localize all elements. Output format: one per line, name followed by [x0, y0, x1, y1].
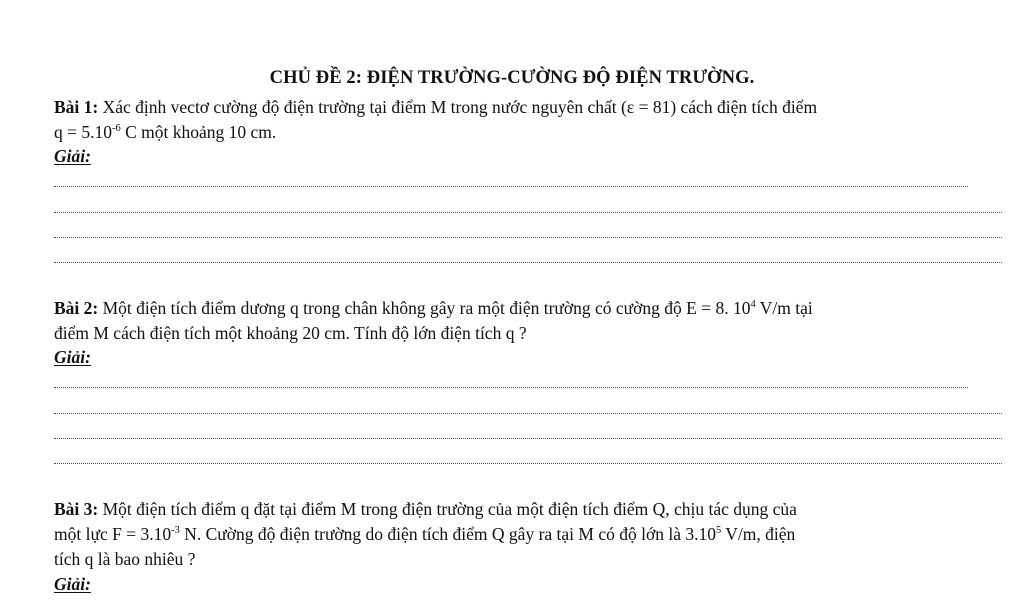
answer-line[interactable] — [54, 413, 1002, 414]
exercise-1-charge: q = 5.10 — [54, 122, 112, 142]
exercise-2-unit: V/m tại — [755, 298, 813, 318]
answer-line[interactable] — [54, 212, 1002, 213]
exercise-1-distance: C một khoảng 10 cm. — [120, 122, 277, 142]
answer-line[interactable] — [54, 438, 1002, 439]
exercise-3-unit: V/m, điện — [721, 524, 796, 544]
exercise-3-force-exponent: -3 — [171, 525, 180, 536]
exercise-2-line-2: điểm M cách điện tích một khoảng 20 cm. Tính độ lớn điện tích q ? — [54, 323, 527, 343]
exercise-3-force: một lực F = 3.10 — [54, 524, 172, 544]
answer-line[interactable] — [54, 262, 1002, 263]
exercise-2-text: Một điện tích điểm dương q trong chân không gây ra một điện trường có cường độ E = 8. 10 — [98, 298, 751, 318]
exercise-3-solution-label: Giải: — [54, 574, 91, 594]
exercise-2-exponent: 4 — [750, 299, 756, 310]
answer-line[interactable] — [54, 237, 1002, 238]
exercise-3-text: Một điện tích điểm q đặt tại điểm M trong điện trường của một điện tích điểm Q, chịu tác dụng của — [98, 499, 797, 519]
exercise-3-line-2 — [54, 523, 795, 545]
exercise-1-solution-label: Giải: — [54, 146, 91, 166]
exercise-3-field-exponent: 5 — [716, 525, 722, 536]
exercise-3-line-1 — [54, 498, 797, 520]
exercise-3-label: Bài 3: — [54, 499, 99, 519]
exercise-1-text: Xác định vectơ cường độ điện trường tại điểm M trong nước nguyên chất (ε = 81) cách điện tích điểm — [98, 97, 818, 117]
answer-line[interactable] — [54, 387, 968, 388]
answer-line[interactable] — [54, 186, 968, 187]
exercise-2-solution-label: Giải: — [54, 347, 91, 367]
exercise-3-line-3: tích q là bao nhiêu ? — [54, 549, 196, 569]
exercise-1-label: Bài 1: — [54, 97, 99, 117]
answer-line[interactable] — [54, 463, 1002, 464]
exercise-1-line-1 — [54, 96, 817, 118]
exercise-1-line-2 — [54, 121, 276, 143]
exercise-2-line-1 — [54, 297, 813, 319]
page-title: CHỦ ĐỀ 2: ĐIỆN TRƯỜNG-CƯỜNG ĐỘ ĐIỆN TRƯỜNG. — [269, 68, 755, 88]
exercise-1-charge-exponent: -6 — [112, 123, 121, 134]
exercise-2-label: Bài 2: — [54, 298, 99, 318]
exercise-3-field-text: N. Cường độ điện trường do điện tích điểm Q gây ra tại M có độ lớn là 3.10 — [179, 524, 716, 544]
